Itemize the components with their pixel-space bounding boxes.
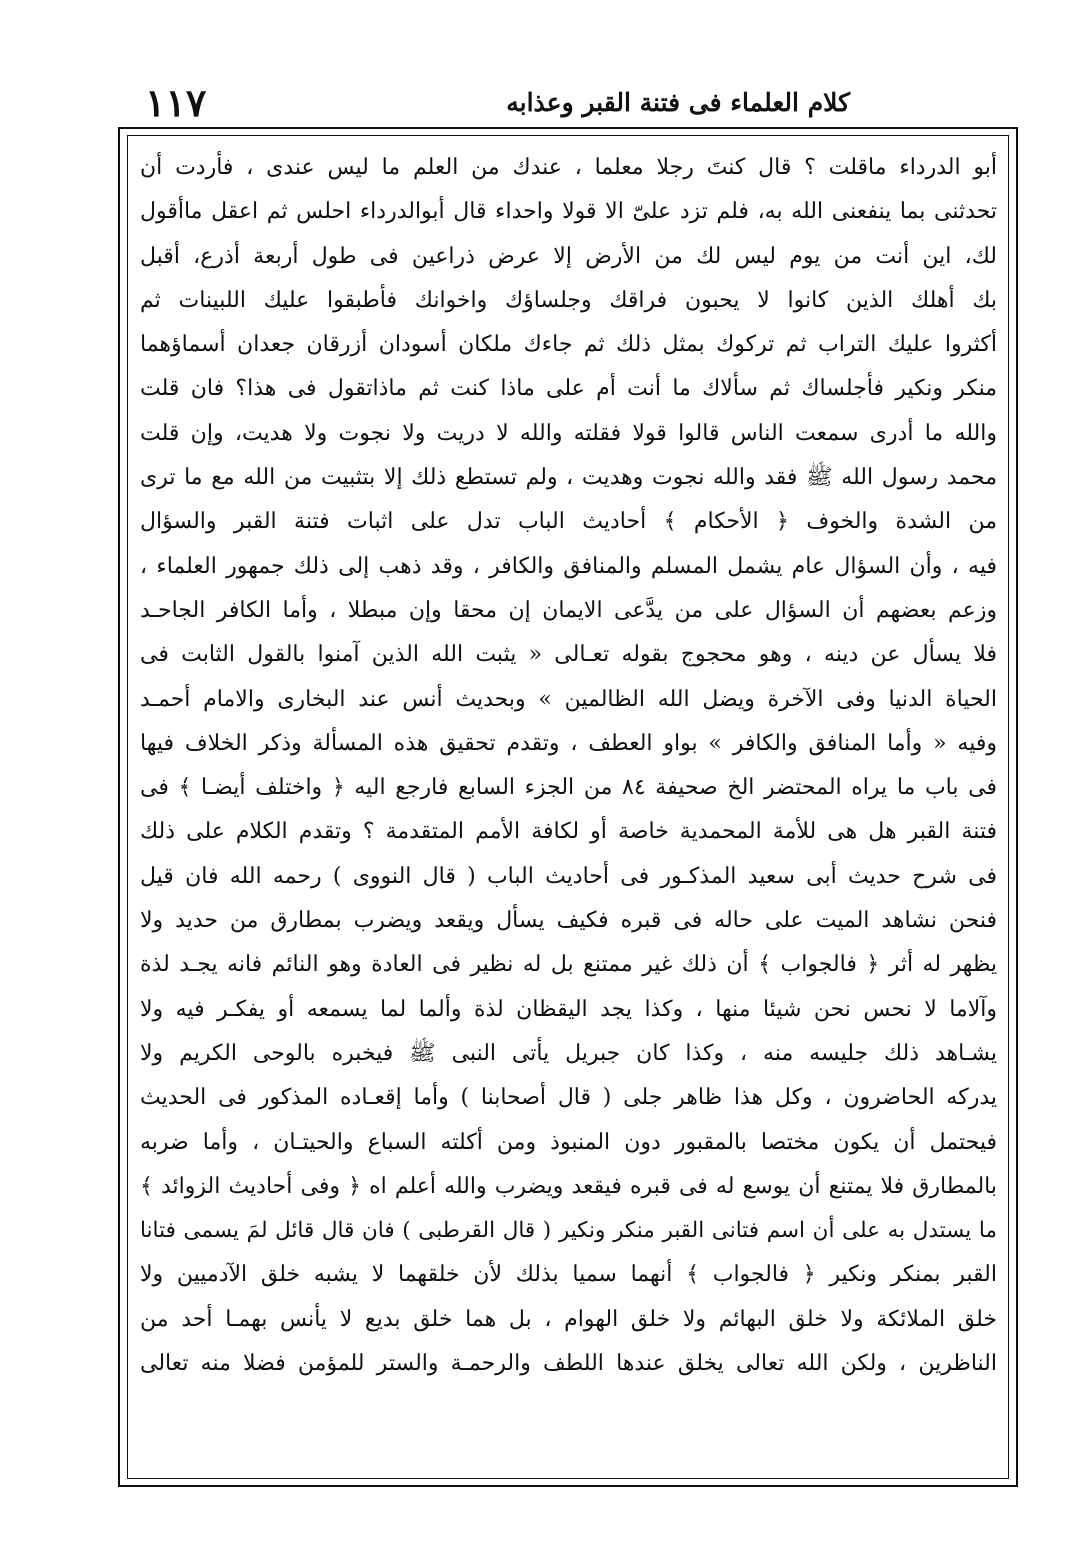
text-line: خلق الملائكة ولا خلق البهائم ولا خلق الهوام ، بل هما خلق بديع لا يأنس بهمـا أحد من [140,1306,997,1332]
text-line: وزعم بعضهم أن السؤال على من يدَّعى الايمان إن محقا وإن مبطلا ، وأما الكافر الجاحـد [140,597,997,623]
text-line: فنحن نشاهد الميت على حاله فى قبره فكيف يسأل ويقعد ويضرب بمطارق من حديد ولا [140,908,997,934]
text-line: بك أهلك الذين كانوا لا يحبون فراقك وجلساؤك واخوانك فأطبقوا عليك اللبينات ثم [140,287,997,313]
text-line: يظهر له أثر ﴿ فالجواب ﴾ أن ذلك غير ممتنع بل له نظير فى العادة وهو النائم فانه يجـد لذة [140,952,997,978]
text-line: فلا يسأل عن دينه ، وهو محجوج بقوله تعـالى « يثبت الله الذين آمنوا بالقول الثابت فى [140,642,997,668]
text-line: محمد رسول الله ﷺ فقد والله نجوت وهديت ، ولم تستطع ذلك إلا بتثبيت من الله مع ما ترى [140,465,997,491]
text-line: فيه ، وأن السؤال عام يشمل المسلم والمنافق والكافر ، وقد ذهب إلى ذلك جمهور العلماء ، [140,553,997,579]
text-line: القبر بمنكر ونكير ﴿ فالجواب ﴾ أنهما سميا بذلك لأن خلقهما لا يشبه خلق الآدميين ولا [140,1262,997,1288]
text-line: فتنة القبر هل هى للأمة المحمدية خاصة أو لكافة الأمم المتقدمة ؟ وتقدم الكلام على ذلك [140,819,997,845]
text-line: ما يستدل به على أن اسم فتانى القبر منكر ونكير ( قال القرطبى ) فان قال قائل لمَ يسمى فتانا [140,1218,997,1244]
text-line: بالمطارق فلا يمتنع أن يوسع له فى قبره فيقعد ويضرب والله أعلم اه ﴿ وفى أحاديث الزوائد ﴾ [140,1173,997,1199]
text-line: الناظرين ، ولكن الله تعالى يخلق عندها اللطف والرحمـة والستر للمؤمن فضلا منه تعالى [140,1351,997,1377]
text-line: الحياة الدنيا وفى الآخرة ويضل الله الظالمين » وبحديث أنس عند البخارى والامام أحمـد [140,686,997,712]
text-line: وفيه « وأما المنافق والكافر » بواو العطف ، وتقدم تحقيق هذه المسألة وذكر الخلاف فيها [140,730,997,756]
running-title: كلام العلماء فى فتنة القبر وعذابه [506,88,850,117]
text-line: منكر ونكير فأجلساك ثم سألاك ما أنت أم على ماذا كنت ثم ماذاتقول فى هذا؟ فان قلت [140,376,997,402]
text-line: تحدثنى بما ينفعنى الله به، فلم تزد علىّ الا قولا واحداء قال أبوالدرداء احلس ثم اعقل ماأقول [140,199,997,225]
text-line: أكثروا عليك التراب ثم تركوك بمثل ذلك ثم جاءك ملكان أسودان أزرقان جعدان أسماؤهما [140,332,997,358]
text-line: أبو الدرداء ماقلت ؟ قال كنتَ رجلا معلما ، عندك من العلم ما ليس عندى ، فأردت أن [140,155,997,180]
text-line: وآلاما لا نحس نحن شيئا منها ، وكذا يجد اليقظان لذة وألما لما يسمعه أو يفكـر فيه ولا [140,996,997,1022]
page-number: ١١٧ [145,80,207,125]
body-text [140,146,997,1386]
text-line: يدركه الحاضرون ، وكل هذا ظاهر جلى ( قال أصحابنا ) وأما إقعـاده المذكور فى الحديث [140,1085,997,1111]
text-line: من الشدة والخوف ﴿ الأحكام ﴾ أحاديث الباب تدل على اثبات فتنة القبر والسؤال [140,509,997,535]
text-line: فى باب ما يراه المحتضر الخ صحيفة ٨٤ من الجزء السابع فارجع اليه ﴿ واختلف أيضـا ﴾ فى [140,775,997,801]
text-line: يشـاهد ذلك جليسه منه ، وكذا كان جبريل يأتى النبى ﷺ فيخبره بالوحى الكريم ولا [140,1040,997,1066]
text-line: فيحتمل أن يكون مختصا بالمقبور دون المنبوذ ومن أكلته السباع والحيتـان ، وأما ضربه [140,1129,997,1155]
text-line: لك، اين أنت من يوم ليس لك من الأرض إلا عرض ذراعين فى طول أربعة أذرع، أقبل [140,243,997,269]
text-line: فى شرح حديث أبى سعيد المذكـور فى أحاديث الباب ( قال النووى ) رحمه الله فان قيل [140,863,997,889]
page-header [120,78,1020,128]
text-line: والله ما أدرى سمعت الناس قالوا قولا فقلته والله لا دريت ولا نجوت ولا هديت، وإن قلت [140,420,997,446]
